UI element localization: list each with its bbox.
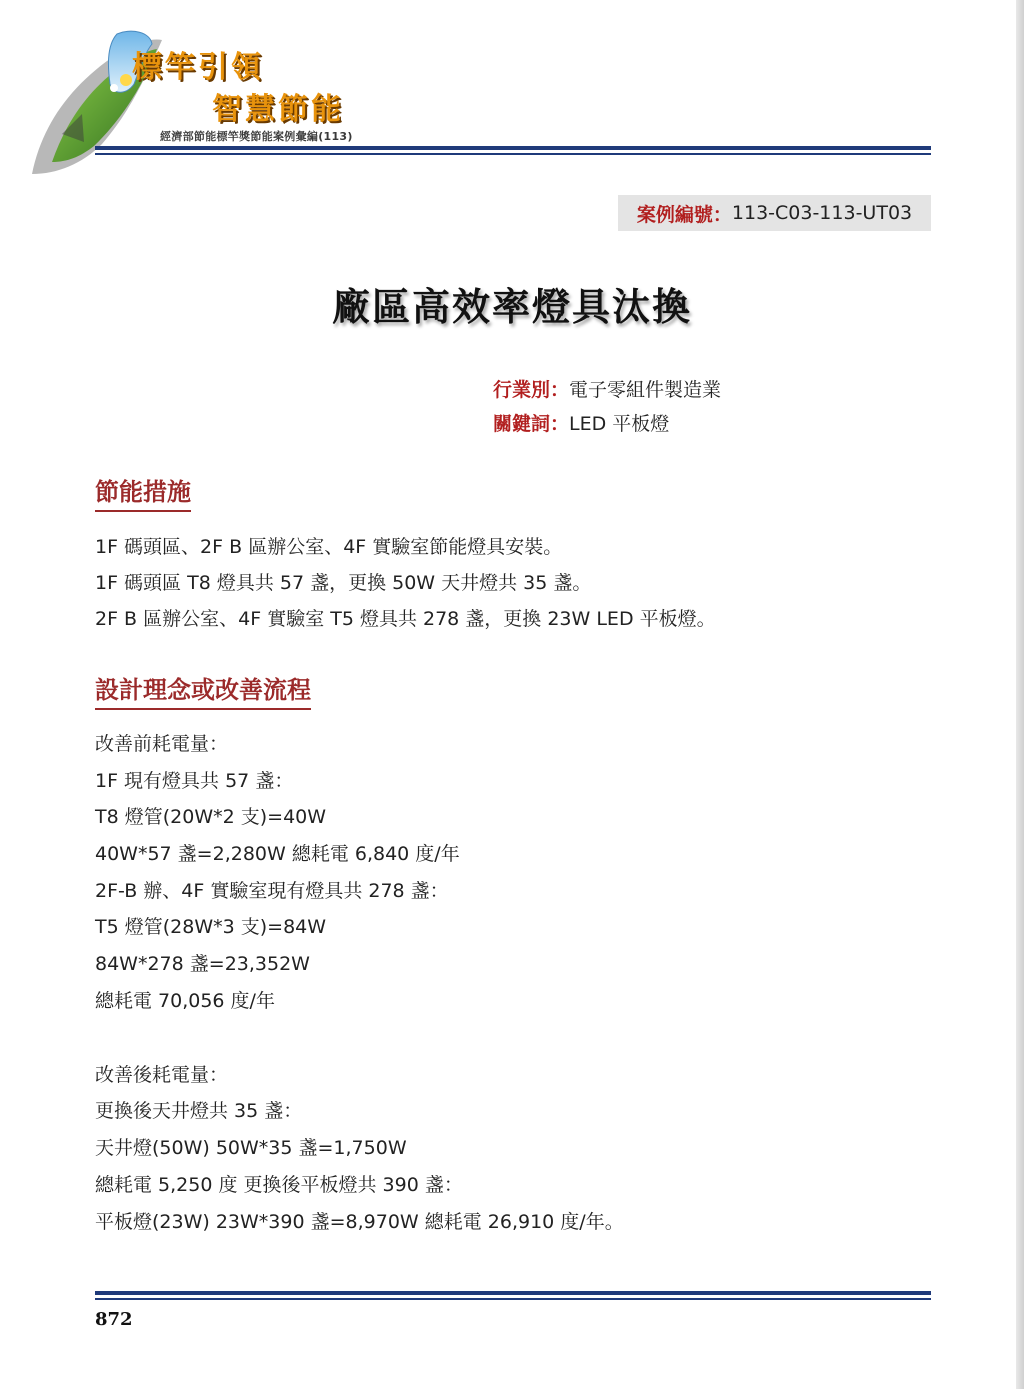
measure-line: 1F 碼頭區、2F B 區辦公室、4F 實驗室節能燈具安裝。 <box>95 536 563 558</box>
before-line: 2F-B 辦、4F 實驗室現有燈具共 278 盞： <box>95 880 449 902</box>
industry-value: 電子零組件製造業 <box>569 379 722 401</box>
page-edge-shadow <box>1016 0 1024 1389</box>
after-line: 改善後耗電量： <box>95 1064 229 1086</box>
before-line: T8 燈管(20W*2 支)=40W <box>95 806 327 828</box>
header-rule <box>95 146 931 155</box>
keywords-value: LED 平板燈 <box>569 413 670 435</box>
after-line: 更換後天井燈共 35 盞： <box>95 1100 303 1122</box>
industry-row <box>493 375 721 402</box>
section-heading-design: 設計理念或改善流程 <box>95 670 311 710</box>
page-title: 廠區高效率燈具汰換 <box>331 285 692 329</box>
before-line: 84W*278 盞=23,352W <box>95 953 310 975</box>
before-line: 改善前耗電量： <box>95 733 229 755</box>
keywords-label: 關鍵詞： <box>493 413 570 435</box>
after-line: 天井燈(50W) 50W*35 盞=1,750W <box>95 1137 407 1159</box>
logo-slogan-line1: 標竿引領 <box>132 50 264 85</box>
case-number-box <box>618 195 931 231</box>
after-line: 平板燈(23W) 23W*390 盞=8,970W 總耗電 26,910 度/年。 <box>95 1211 624 1233</box>
after-line: 總耗電 5,250 度 更換後平板燈共 390 盞： <box>95 1174 463 1196</box>
header-subtitle: 經濟部節能標竿獎節能案例彙編(113) <box>160 130 353 143</box>
section-heading-measures: 節能措施 <box>95 472 191 512</box>
keywords-row <box>493 409 669 436</box>
case-number-value: 113-C03-113-UT03 <box>731 202 913 224</box>
before-line: 40W*57 盞=2,280W 總耗電 6,840 度/年 <box>95 843 460 865</box>
industry-label: 行業別： <box>493 379 570 401</box>
measure-line: 2F B 區辦公室、4F 實驗室 T5 燈具共 278 盞，更換 23W LED 平板燈。 <box>95 608 716 630</box>
case-number-label: 案例編號： <box>636 203 732 226</box>
logo-slogan-line2: 智慧節能 <box>212 92 344 127</box>
before-line: T5 燈管(28W*3 支)=84W <box>95 916 327 938</box>
before-line: 1F 現有燈具共 57 盞： <box>95 770 294 792</box>
page-number: 872 <box>95 1309 133 1330</box>
measure-line: 1F 碼頭區 T8 燈具共 57 盞，更換 50W 天井燈共 35 盞。 <box>95 572 592 594</box>
footer-rule <box>95 1291 931 1300</box>
before-line: 總耗電 70,056 度/年 <box>95 990 275 1012</box>
